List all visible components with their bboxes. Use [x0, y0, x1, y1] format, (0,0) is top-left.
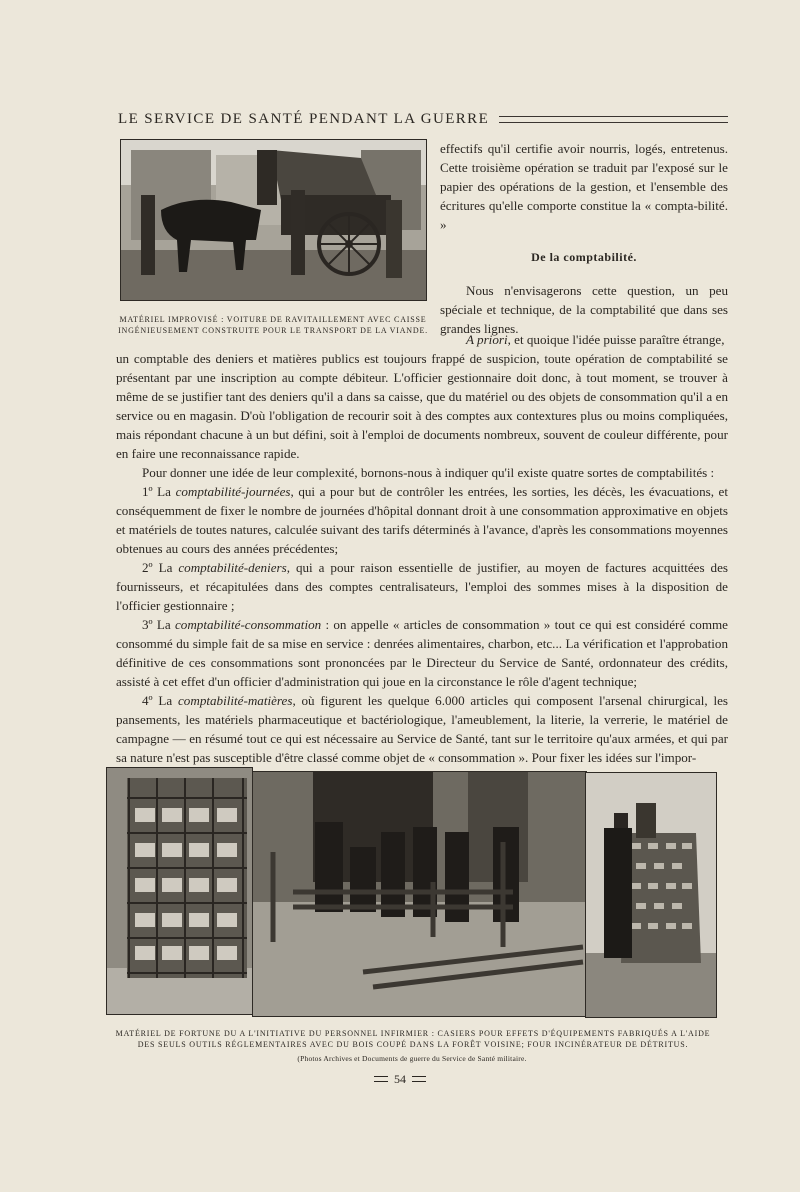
item-2-term: comptabilité-deniers: [178, 560, 287, 575]
item-2-number: 2º La: [142, 560, 179, 575]
page-number-right-rule: [412, 1076, 426, 1082]
paragraph-suspicion: un comptable des deniers et matières publics est toujours frappé de suspicion, toute opération de comptabilité se présentant par une inscription au compte débiteur. L'officier gestionnaire doit donc, à tout moment, se trouver à même de se justifier tant des deniers qu'il a dans sa caisse, que du matériel ou des objets de consommation qu'il a en service ou en magasin. D'où l'obligation de recourir soit à des comptes aux contextures plus ou moins compliquées, mais répondant chacune à un but défini, soit à l'emploi de documents nombreux, souvent de couleur différente, pour en faire une reconnaissance rapide.: [116, 351, 728, 461]
page-number-left-rule: [374, 1076, 388, 1082]
a-priori-line: [440, 330, 728, 349]
item-comptabilite-consommation: [116, 615, 728, 691]
item-1-number: 1º La: [142, 484, 176, 499]
a-priori-em: A priori: [466, 332, 508, 347]
item-1-term: comptabilité-journées: [175, 484, 291, 499]
photo-supply-cart: [120, 139, 427, 301]
right-column-paragraph: effectifs qu'il certifie avoir nourris, logés, entretenus. Cette troisième opération se traduit par l'exposé sur le papier des opérations de la gestion, et l'ensemble des écritures qu'elle comporte constitue la « compta-bilité. »: [440, 141, 728, 232]
item-3-text: : on appelle « articles de consommation » tout ce qui est considéré comme consommé du simple fait de sa mise en service : denrées alimentaires, charbon, etc... La vérification et l'approbation définitive de ces consommations sont prononcées par le Directeur du Service de Santé, ordonnateur des crédits, assisté à cet effet d'un officier d'administration qui joue en la circonstance le rôle d'agent technique;: [116, 617, 728, 689]
running-head: [118, 108, 728, 130]
intro-paragraph: Nous n'envisagerons cette question, un peu spéciale et technique, de la comptabilité que dans ses grandes lignes.: [440, 283, 728, 336]
item-4-term: comptabilité-matières: [178, 693, 293, 708]
item-comptabilite-journees: [116, 482, 728, 558]
item-4-number: 4º La: [142, 693, 178, 708]
section-heading: De la comptabilité.: [531, 250, 637, 264]
top-photo-caption: MATÉRIEL IMPROVISÉ : VOITURE DE RAVITAILLEMENT AVEC CAISSE INGÉNIEUSEMENT CONSTRUITE POUR LE TRANSPORT DE LA VIANDE.: [118, 315, 428, 335]
photo-credit: (Photos Archives et Documents de guerre du Service de Santé militaire.: [297, 1054, 527, 1063]
header-double-rule: [499, 116, 728, 123]
item-1-text: , qui a pour but de contrôler les entrées, les sorties, les décès, les évacuations, et conséquemment de fixer le nombre de journées d'hôpital donnant droit à une consommation approximative en objets et matériels de toutes natures, calculée suivant des tarifs déterminés à l'avance, d'après les consommations moyennes obtenues au cours des années précédentes;: [116, 484, 729, 556]
photo-orderlies-workshop: [252, 771, 587, 1017]
item-4-text: , où figurent les quelque 6.000 articles qui composent l'arsenal chirurgical, les pansements, les matériels pharmaceutique et bactériologique, l'ameublement, la literie, la verrerie, le matériel de campagne — en résumé tout ce qui est nécessaire au Service de Santé, tant sur le territoire qu'aux armées, et qui par sa nature n'est pas susceptible d'être classé comme objet de « consommation ». Pour fixer les idées sur l'impor-: [116, 693, 728, 765]
a-priori-rest: , et quoique l'idée puisse paraître étrange,: [507, 332, 725, 347]
item-2-text: , qui a pour raison essentielle de justifier, au moyen de factures acquittées des fournisseurs, et récapitulées dans des comptes centralisateurs, l'emploi des sommes mises à la disposition de l'officier gestionnaire ;: [116, 560, 728, 613]
item-3-term: comptabilité-consommation: [174, 617, 322, 632]
body-text: [116, 349, 728, 767]
page-number-value: 54: [394, 1071, 406, 1086]
item-comptabilite-deniers: [116, 558, 728, 615]
item-3-number: 3º La: [142, 617, 175, 632]
photo-equipment-shelves: [106, 767, 253, 1015]
running-title: LE SERVICE DE SANTÉ PENDANT LA GUERRE: [118, 110, 490, 127]
photo-incinerator-oven: [585, 772, 717, 1018]
paragraph-complexity: Pour donner une idée de leur complexité, bornons-nous à indiquer qu'il existe quatre sortes de comptabilités :: [142, 465, 715, 480]
page-number: [350, 1072, 450, 1086]
bottom-photo-caption: MATÉRIEL DE FORTUNE DU A L'INITIATIVE DU PERSONNEL INFIRMIER : CASIERS POUR EFFETS D'ÉQUIPEMENTS FABRIQUÉS A L'AIDE DES SEULS OUTILS RÉGLEMENTAIRES AVEC DU BOIS COUPÉ DANS LA FORÊT VOISINE; FOUR INCINÉRATEUR DE DÉTRITUS.: [115, 1029, 711, 1049]
item-comptabilite-matieres: [116, 691, 728, 767]
